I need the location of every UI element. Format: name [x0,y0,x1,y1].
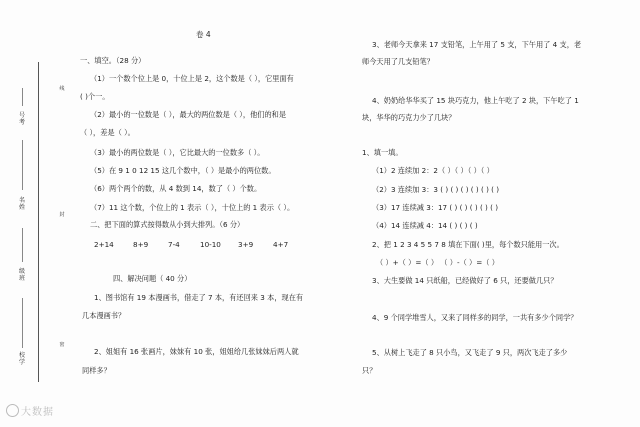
seal-mark-line: 线 [59,86,65,92]
fill-1: （1）2 连续加 2：2（ ）（ ）（ ）（ ） [372,166,494,175]
fill-4: （4）14 连续减 4：14 ( ) ( ) ( ) [372,221,478,230]
problem-3-line-1: 3、老师今天拿来 17 支铅笔，上午用了 5 支，下午用了 4 支，老 [372,40,582,49]
question-2-line-2: （ ），差是（ ）。 [80,128,135,137]
fill-7: 4、9 个同学堆雪人，又来了同样多的同学，一共有多少个同学？ [372,313,578,322]
expression: 7-4 [168,240,180,249]
name-underline [22,298,23,348]
name-underline [22,88,23,106]
watermark-logo-icon [6,404,19,417]
fill-2: （2）3 连续加 3：3 ( ) ( ) ( ) ( ) ( ) ( ) [372,185,500,194]
question-1-line-2: ( )个一。 [80,92,110,101]
expression: 8+9 [133,240,149,249]
seal-mark-secret: 密 [59,342,65,348]
problem-4-line-2: 块，华华的巧克力少了几块？ [362,113,456,122]
fill-8-line-1: 5、从树上飞走了 8 只小鸟，又飞走了 9 只，两次飞走了多少 [372,348,568,357]
expression: 3+9 [238,240,254,249]
watermark-text: 大数据 [21,407,54,418]
problem-2-line-1: 2、姐姐有 16 张画片，妹妹有 10 张，姐姐给几张妹妹后两人就 [94,347,299,356]
sidebar-label-school: 校学 [18,352,25,366]
sidebar-label-exam-number: 号考 [18,112,25,126]
question-6: （6）两个两个的数，从 4 数到 14，数了（ ）个数。 [90,184,262,193]
problem-4-line-1: 4、奶奶给华华买了 15 块巧克力，他上午吃了 2 块，下午吃了 1 [372,96,579,105]
problem-1-line-1: 1、图书馆有 19 本漫画书，借走了 7 本，有还回来 3 本，现在有 [94,293,304,302]
problem-3-line-2: 师今天用了几支铅笔？ [362,57,434,66]
section-problem-solving: 四、解决问题（ 40 分） [113,274,192,283]
question-2-line-1: （2）最小的一位数是（ ），最大的两位数是（ ），他们的和是 [90,110,287,119]
name-underline [22,228,23,262]
fill-3: （3）17 连续减 3：17 ( ) ( ) ( ) ( ) ( ) [372,203,499,212]
question-7: （7）11 这个数，个位上的 1 表示（ ），十位上的 1 表示（ ）。 [90,203,295,212]
section-fill-in: 1、填一填。 [362,148,403,157]
question-5: （5）在 9 1 0 12 15 这几个数中，（ ）是最小的两位数。 [90,166,276,175]
binding-line [38,62,39,382]
seal-mark-seal: 封 [59,212,65,218]
section-ordering: 二、把下面的算式按得数从小到大排列。（6 分） [90,220,245,229]
name-underline [22,140,23,190]
fill-6: 3、大生要做 14 只纸船，已经做好了 6 只，还要做几只？ [372,276,558,285]
question-1-line-1: （1）一个数个位上是 0，十位上是 2，这个数是（ ），它里面有 [90,74,294,83]
watermark [6,403,54,418]
problem-1-line-2: 几本漫画书？ [82,311,126,320]
sidebar-label-name: 名姓 [18,197,25,211]
expression: 2+14 [94,240,114,249]
problem-2-line-2: 同样多？ [82,366,111,375]
fill-8-line-2: 只？ [362,366,377,375]
expression: 4+7 [273,240,289,249]
fill-5-line-1: 2、把 1 2 3 4 5 5 7 8 填在下面( )里，每个数只能用一次。 [372,240,564,249]
question-3: （3）最小的两位数是（ ），它比最大的一位数多（ ）。 [90,148,265,157]
expression: 10-10 [200,240,221,249]
fill-5-line-2: （ ）+（ ）=（ ） （ ）-（ ）=（ ） [376,258,499,267]
section-fill-blank: 一、填空。（28 分） [80,56,146,65]
exam-title: 卷 4 [196,30,211,39]
sidebar-label-class: 级班 [18,268,25,282]
